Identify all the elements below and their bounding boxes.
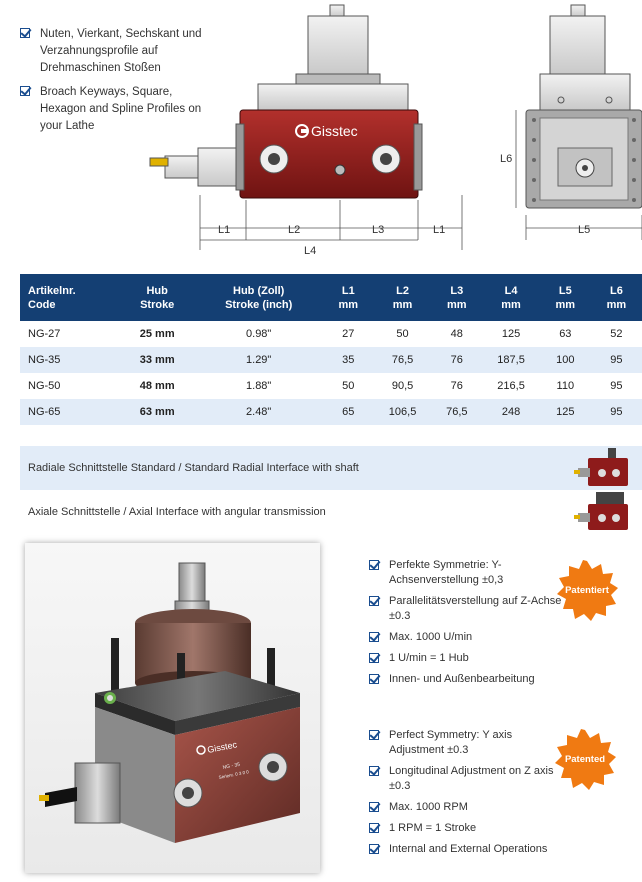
product-photo xyxy=(25,543,320,873)
col-l1: L1 mm xyxy=(323,274,374,321)
table-row: NG-27 25 mm 0.98" 27 50 48 125 63 52 xyxy=(28,328,623,340)
front-view xyxy=(500,5,642,240)
dim-l1-right: L1 xyxy=(433,224,446,236)
dim-l4: L4 xyxy=(304,245,317,257)
col-code: Artikelnr. Code xyxy=(20,274,120,321)
features-english xyxy=(369,728,569,863)
product-photo-illustration xyxy=(25,543,320,873)
technical-drawing xyxy=(0,0,642,272)
radial-interface-icon xyxy=(574,448,630,488)
feature-text: 1 U/min = 1 Hub xyxy=(389,652,469,664)
axial-interface-text: Axiale Schnittstelle / Axial Interface with angular transmission xyxy=(28,506,326,518)
table-row: NG-65 63 mm 2.48" 65 106,5 76,5 248 125 95 xyxy=(20,399,642,425)
checkbox-icon xyxy=(369,632,379,642)
feature-item xyxy=(369,630,569,645)
intro-item-text: Nuten, Vierkant, Sechskant und Verzahnungsprofile auf Drehmaschinen Stoßen xyxy=(40,28,202,74)
photo-brand: Gisstec xyxy=(206,739,238,755)
feature-item xyxy=(369,728,569,758)
dim-l3: L3 xyxy=(372,224,385,236)
axial-interface-row xyxy=(20,490,642,534)
feature-item xyxy=(369,594,569,624)
col-l2: L2 mm xyxy=(374,274,431,321)
checkbox-icon xyxy=(369,653,379,663)
feature-item xyxy=(369,764,569,794)
checkbox-icon xyxy=(369,730,379,740)
badge-label: Patentiert xyxy=(565,584,609,596)
col-l5: L5 mm xyxy=(540,274,591,321)
dim-l6: L6 xyxy=(500,153,513,165)
checkbox-icon xyxy=(369,674,379,684)
patent-badge-german xyxy=(556,559,618,621)
checkbox-icon xyxy=(369,596,379,606)
feature-text: Max. 1000 U/min xyxy=(389,631,473,643)
photo-serial-plate: Serienr. 0 3 0 0 xyxy=(218,769,250,780)
checkbox-icon xyxy=(369,560,379,570)
table-row: NG-50 48 mm 1.88" 50 90,5 76 216,5 110 95 xyxy=(28,380,623,392)
dim-l1-left: L1 xyxy=(218,224,231,236)
feature-item xyxy=(369,672,569,687)
checkbox-icon xyxy=(369,766,379,776)
drawing-brand: Gisstec xyxy=(311,123,358,139)
col-stroke-inch: Hub (Zoll) Stroke (inch) xyxy=(195,274,323,321)
dim-l2: L2 xyxy=(288,224,301,236)
col-l6: L6 mm xyxy=(591,274,642,321)
feature-item xyxy=(369,800,569,815)
feature-text: Internal and External Operations xyxy=(389,843,548,855)
badge-label: Patented xyxy=(564,753,606,765)
feature-text: Max. 1000 RPM xyxy=(389,801,468,813)
radial-interface-text: Radiale Schnittstelle Standard / Standard Radial Interface with shaft xyxy=(28,462,359,474)
feature-text: 1 RPM = 1 Stroke xyxy=(389,822,477,834)
feature-item xyxy=(369,842,569,857)
feature-item xyxy=(369,558,569,588)
checkbox-icon xyxy=(369,802,379,812)
axial-interface-icon xyxy=(574,492,630,532)
spec-table xyxy=(20,274,642,425)
feature-text: Innen- und Außenbearbeitung xyxy=(389,673,535,685)
intro-item-text: Broach Keyways, Square, Hexagon and Spline Profiles on your Lathe xyxy=(40,86,202,132)
col-stroke: Hub Stroke xyxy=(120,274,195,321)
feature-text: Parallelitätsverstellung auf Z-Achse ±0.3 xyxy=(389,595,562,622)
checkbox-icon xyxy=(369,823,379,833)
radial-interface-row xyxy=(20,446,642,490)
dim-l5: L5 xyxy=(578,224,591,236)
features-german xyxy=(369,558,569,693)
feature-text: Perfekte Symmetrie: Y-Achsenverstellung ±0,3 xyxy=(389,559,504,586)
feature-item xyxy=(369,821,569,836)
feature-text: Perfect Symmetry: Y axis Adjustment ±0.3 xyxy=(389,729,513,756)
feature-item xyxy=(369,651,569,666)
side-view xyxy=(150,5,462,257)
photo-model-plate: NG - 35 xyxy=(222,761,241,771)
table-header-row xyxy=(20,274,642,321)
col-l4: L4 mm xyxy=(482,274,539,321)
feature-text: Longitudinal Adjustment on Z axis ±0.3 xyxy=(389,765,554,792)
checkbox-icon xyxy=(369,844,379,854)
table-row: NG-35 33 mm 1.29" 35 76,5 76 187,5 100 95 xyxy=(20,347,642,373)
col-l3: L3 mm xyxy=(431,274,482,321)
patent-badge-english xyxy=(554,728,616,790)
